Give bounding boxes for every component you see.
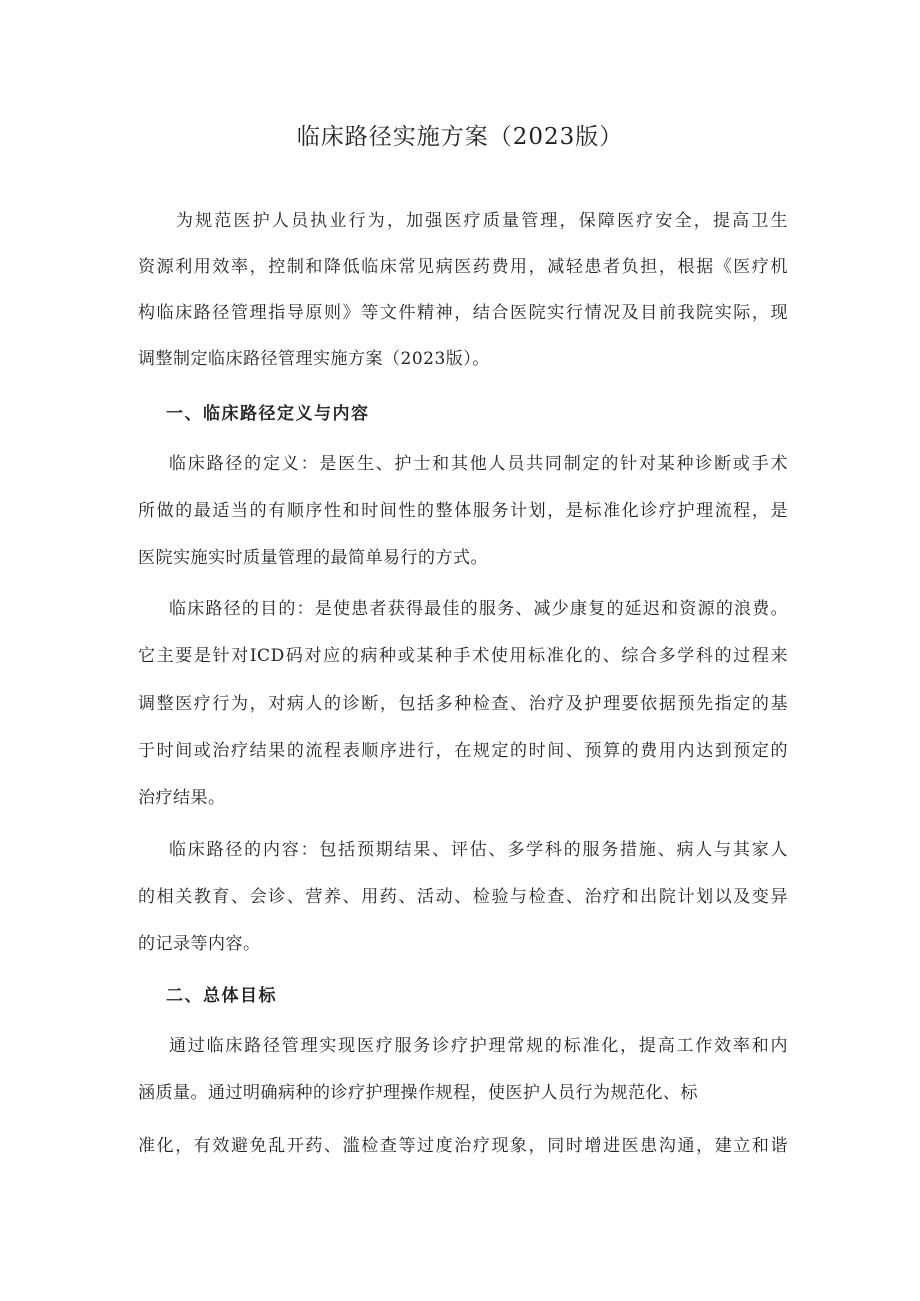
goals-line: 准化，有效避免乱开药、滥检查等过度治疗现象，同时增进医患沟通，建立和谐 <box>138 1136 788 1156</box>
definition-line: 临床路径的定义：是医生、护士和其他人员共同制定的针对某种诊断或手术 <box>169 454 788 474</box>
document-title: 临床路径实施方案（2023版） <box>296 124 624 150</box>
definition-line: 所做的最适当的有顺序性和时间性的整体服务计划，是标准化诊疗护理流程，是 <box>138 501 788 521</box>
content-line: 临床路径的内容：包括预期结果、评估、多学科的服务措施、病人与其家人 <box>169 840 788 860</box>
purpose-line: 治疗结果。 <box>138 788 226 808</box>
purpose-line: 于时间或治疗结果的流程表顺序进行，在规定的时间、预算的费用内达到预定的 <box>138 741 788 761</box>
goals-line: 通过临床路径管理实现医疗服务诊疗护理常规的标准化，提高工作效率和内 <box>169 1036 788 1056</box>
intro-line: 构临床路径管理指导原则》等文件精神，结合医院实行情况及目前我院实际，现 <box>138 303 788 323</box>
intro-line: 为规范医护人员执业行为，加强医疗质量管理，保障医疗安全，提高卫生 <box>176 211 788 231</box>
content-line: 的相关教育、会诊、营养、用药、活动、检验与检查、治疗和出院计划以及变异 <box>138 887 788 907</box>
section-heading-goals: 二、总体目标 <box>166 986 277 1006</box>
section-heading-definition: 一、临床路径定义与内容 <box>166 404 370 424</box>
intro-line: 资源利用效率，控制和降低临床常见病医药费用，减轻患者负担，根据《医疗机 <box>138 257 788 277</box>
purpose-line: 临床路径的目的：是使患者获得最佳的服务、减少康复的延迟和资源的浪费。 <box>169 599 788 619</box>
intro-line: 调整制定临床路径管理实施方案（2023版）。 <box>138 349 490 369</box>
definition-line: 医院实施实时质量管理的最简单易行的方式。 <box>138 548 488 568</box>
content-line: 的记录等内容。 <box>138 934 261 954</box>
purpose-line: 它主要是针对ICD码对应的病种或某种手术使用标准化的、综合多学科的过程来 <box>138 646 788 666</box>
goals-line: 涵质量。通过明确病种的诊疗护理操作规程，使医护人员行为规范化、标 <box>138 1083 698 1103</box>
purpose-line: 调整医疗行为，对病人的诊断，包括多种检查、治疗及护理要依据预先指定的基 <box>138 694 788 714</box>
